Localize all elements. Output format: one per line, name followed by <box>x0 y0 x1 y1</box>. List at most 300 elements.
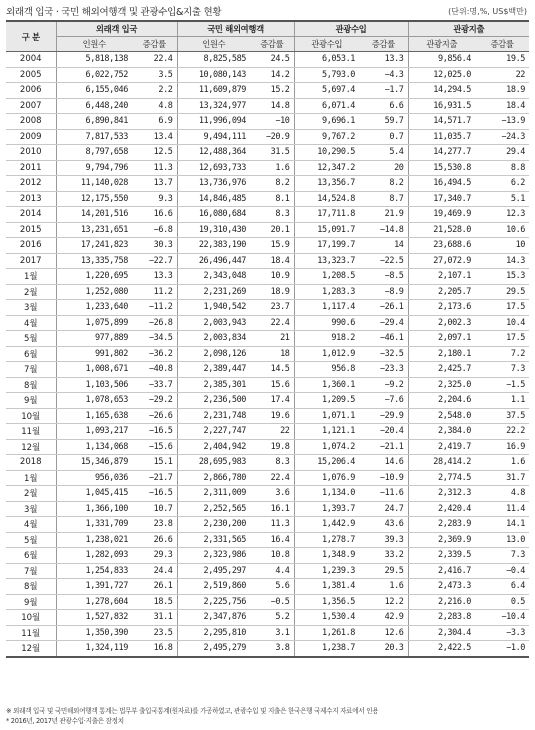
table-cell: 28,414.2 <box>408 455 475 471</box>
row-label: 2016 <box>6 238 56 254</box>
table-cell: 28,695,983 <box>177 455 250 471</box>
table-cell: 11,140,028 <box>56 176 132 192</box>
table-cell: 1,442.9 <box>294 517 359 533</box>
sub-header: 인원수 <box>177 37 250 52</box>
table-cell: 6,448,240 <box>56 98 132 114</box>
table-row <box>6 253 529 269</box>
table-cell: 18.9 <box>475 83 529 99</box>
table-cell: 2,002.3 <box>408 315 475 331</box>
table-row <box>6 114 529 130</box>
table-cell: 2.2 <box>132 83 177 99</box>
table-cell: 2,548.0 <box>408 408 475 424</box>
table-cell: −1.5 <box>475 377 529 393</box>
table-cell: 991,802 <box>56 346 132 362</box>
table-cell: −9.2 <box>359 377 408 393</box>
table-cell: 2,343,048 <box>177 269 250 285</box>
table-cell: 14,524.8 <box>294 191 359 207</box>
table-cell: 2,473.3 <box>408 579 475 595</box>
table-cell: 2,216.0 <box>408 594 475 610</box>
table-row <box>6 641 529 657</box>
table-cell: 21 <box>250 331 294 347</box>
row-label: 2010 <box>6 145 56 161</box>
table-cell: 1,093,217 <box>56 424 132 440</box>
table-cell: 20 <box>359 160 408 176</box>
table-cell: −26.8 <box>132 315 177 331</box>
table-cell: 16,080,684 <box>177 207 250 223</box>
table-cell: 2,311,009 <box>177 486 250 502</box>
table-row <box>6 346 529 362</box>
page-title: 외래객 입국 · 국민 해외여행객 및 관광수입&지출 현황 <box>6 7 222 18</box>
table-cell: 22,383,190 <box>177 238 250 254</box>
table-cell: 2,107.1 <box>408 269 475 285</box>
table-cell: 1,348.9 <box>294 548 359 564</box>
table-cell: 1,366,100 <box>56 501 132 517</box>
row-label: 2008 <box>6 114 56 130</box>
table-cell: 22 <box>475 67 529 83</box>
table-cell: 9,494,111 <box>177 129 250 145</box>
table-cell: 2,098,126 <box>177 346 250 362</box>
table-cell: 6,022,752 <box>56 67 132 83</box>
table-cell: 2,231,269 <box>177 284 250 300</box>
table-cell: 1,527,832 <box>56 610 132 626</box>
table-cell: 1,254,833 <box>56 563 132 579</box>
table-cell: 11,996,094 <box>177 114 250 130</box>
table-cell: 14,277.7 <box>408 145 475 161</box>
table-cell: 17,241,823 <box>56 238 132 254</box>
table-cell: 24.4 <box>132 563 177 579</box>
table-cell: 1,530.4 <box>294 610 359 626</box>
table-cell: −24.3 <box>475 129 529 145</box>
table-cell: 17,199.7 <box>294 238 359 254</box>
table-cell: 10,080,143 <box>177 67 250 83</box>
footnotes <box>6 707 378 726</box>
table-cell: 42.9 <box>359 610 408 626</box>
table-row <box>6 191 529 207</box>
table-cell: 11.2 <box>132 284 177 300</box>
table-cell: 18.5 <box>132 594 177 610</box>
table-cell: 19.8 <box>250 439 294 455</box>
table-cell: 11.3 <box>132 160 177 176</box>
table-cell: 5.4 <box>359 145 408 161</box>
table-cell: 22.4 <box>250 315 294 331</box>
table-cell: 13,323.7 <box>294 253 359 269</box>
table-cell: 12,693,733 <box>177 160 250 176</box>
table-cell: 19.5 <box>475 52 529 68</box>
table-cell: 24.5 <box>250 52 294 68</box>
row-label: 2015 <box>6 222 56 238</box>
table-cell: 14.8 <box>250 98 294 114</box>
row-label: 9월 <box>6 393 56 409</box>
table-row <box>6 129 529 145</box>
table-cell: −32.5 <box>359 346 408 362</box>
table-cell: 13.4 <box>132 129 177 145</box>
table-cell: −36.2 <box>132 346 177 362</box>
table-cell: 6,155,046 <box>56 83 132 99</box>
table-cell: 39.3 <box>359 532 408 548</box>
table-cell: −3.3 <box>475 625 529 641</box>
table-row <box>6 98 529 114</box>
table-cell: 23,688.6 <box>408 238 475 254</box>
table-cell: −0.4 <box>475 563 529 579</box>
table-cell: 5,697.4 <box>294 83 359 99</box>
table-row <box>6 563 529 579</box>
table-row <box>6 362 529 378</box>
table-row <box>6 548 529 564</box>
table-row <box>6 222 529 238</box>
table-cell: 1,134.0 <box>294 486 359 502</box>
table-cell: 11.4 <box>475 501 529 517</box>
table-row <box>6 393 529 409</box>
table-cell: 1,074.2 <box>294 439 359 455</box>
table-cell: 5,818,138 <box>56 52 132 68</box>
table-row <box>6 377 529 393</box>
table-cell: 1,238.7 <box>294 641 359 657</box>
table-cell: 1.6 <box>250 160 294 176</box>
table-row <box>6 331 529 347</box>
table-row <box>6 594 529 610</box>
table-cell: 5.2 <box>250 610 294 626</box>
table-cell: 1,076.9 <box>294 470 359 486</box>
table-cell: 15,206.4 <box>294 455 359 471</box>
table-cell: 2,369.9 <box>408 532 475 548</box>
table-row <box>6 532 529 548</box>
table-cell: 29.5 <box>475 284 529 300</box>
table-cell: 1,134,068 <box>56 439 132 455</box>
table-cell: 14,846,485 <box>177 191 250 207</box>
table-cell: −7.6 <box>359 393 408 409</box>
table-cell: 3.5 <box>132 67 177 83</box>
row-label: 11월 <box>6 625 56 641</box>
group-header-inbound: 외래객 입국 <box>56 21 177 37</box>
table-cell: −11.2 <box>132 300 177 316</box>
table-cell: 2,519,860 <box>177 579 250 595</box>
table-row <box>6 486 529 502</box>
table-cell: 7.3 <box>475 362 529 378</box>
table-cell: 6.4 <box>475 579 529 595</box>
table-cell: 16.6 <box>132 207 177 223</box>
table-cell: 2,230,200 <box>177 517 250 533</box>
table-cell: −22.7 <box>132 253 177 269</box>
row-label: 1월 <box>6 470 56 486</box>
row-label: 2018 <box>6 455 56 471</box>
table-cell: 16,494.5 <box>408 176 475 192</box>
table-cell: 1,071.1 <box>294 408 359 424</box>
table-cell: 19,469.9 <box>408 207 475 223</box>
table-cell: 18.4 <box>475 98 529 114</box>
table-cell: 22 <box>250 424 294 440</box>
table-cell: −10 <box>250 114 294 130</box>
table-cell: 8.3 <box>250 455 294 471</box>
table-cell: −11.6 <box>359 486 408 502</box>
table-cell: 7,817,533 <box>56 129 132 145</box>
row-label: 2012 <box>6 176 56 192</box>
table-cell: 2,331,565 <box>177 532 250 548</box>
table-row <box>6 238 529 254</box>
table-cell: 2,283.9 <box>408 517 475 533</box>
table-cell: 12.6 <box>359 625 408 641</box>
table-cell: 9.3 <box>132 191 177 207</box>
table-row <box>6 284 529 300</box>
table-cell: 12.5 <box>132 145 177 161</box>
row-label: 10월 <box>6 610 56 626</box>
table-cell: 22.4 <box>132 52 177 68</box>
table-cell: 31.1 <box>132 610 177 626</box>
table-cell: 21.9 <box>359 207 408 223</box>
table-cell: 6.9 <box>132 114 177 130</box>
table-cell: 9,696.1 <box>294 114 359 130</box>
footnote: ※ 외래객 입국 및 국민해외여행객 통계는 법무부 출입국통계(원자료)를 가공하였고, 관광수입 및 지출은 한국은행 국제수지 자료에서 인용 <box>6 707 379 715</box>
table-cell: 1,356.5 <box>294 594 359 610</box>
table-cell: 15.2 <box>250 83 294 99</box>
table-cell: 10.6 <box>475 222 529 238</box>
table-cell: 6.6 <box>359 98 408 114</box>
footnote: * 2016년, 2017년 관광수입·지출은 잠정치 <box>6 716 124 725</box>
table-cell: 1,012.9 <box>294 346 359 362</box>
table-cell: 22.4 <box>250 470 294 486</box>
unit-label: (단위:명,%, US$백만) <box>448 7 527 16</box>
sub-header: 증감률 <box>359 37 408 52</box>
table-cell: 1,278,604 <box>56 594 132 610</box>
table-cell: 2,866,780 <box>177 470 250 486</box>
table-cell: 977,889 <box>56 331 132 347</box>
table-row <box>6 300 529 316</box>
table-cell: 1,940,542 <box>177 300 250 316</box>
table-cell: 4.8 <box>475 486 529 502</box>
table-cell: 12.2 <box>359 594 408 610</box>
table-cell: 15.3 <box>475 269 529 285</box>
table-row <box>6 67 529 83</box>
row-label: 8월 <box>6 579 56 595</box>
table-cell: 15.9 <box>250 238 294 254</box>
table-cell: 0.5 <box>475 594 529 610</box>
sub-header: 관광지출 <box>408 37 475 52</box>
table-cell: 11,035.7 <box>408 129 475 145</box>
table-cell: 2,419.7 <box>408 439 475 455</box>
table-cell: −23.3 <box>359 362 408 378</box>
table-cell: −1.0 <box>475 641 529 657</box>
table-cell: −29.4 <box>359 315 408 331</box>
table-cell: 16.4 <box>250 532 294 548</box>
row-label-header: 구 분 <box>6 21 56 52</box>
row-label: 2005 <box>6 67 56 83</box>
table-cell: 918.2 <box>294 331 359 347</box>
sub-header: 증감률 <box>250 37 294 52</box>
table-cell: 2,173.6 <box>408 300 475 316</box>
table-cell: 14,294.5 <box>408 83 475 99</box>
table-cell: 5.1 <box>475 191 529 207</box>
table-row <box>6 579 529 595</box>
table-cell: 17.5 <box>475 331 529 347</box>
table-cell: 20.3 <box>359 641 408 657</box>
table-cell: 10.4 <box>475 315 529 331</box>
row-label: 12월 <box>6 641 56 657</box>
table-cell: 10 <box>475 238 529 254</box>
table-cell: 2,339.5 <box>408 548 475 564</box>
table-cell: 2,420.4 <box>408 501 475 517</box>
table-cell: 2,227,747 <box>177 424 250 440</box>
table-cell: 1,220,695 <box>56 269 132 285</box>
table-cell: 2,283.8 <box>408 610 475 626</box>
table-cell: 1.6 <box>359 579 408 595</box>
table-cell: −29.9 <box>359 408 408 424</box>
table-cell: 1,208.5 <box>294 269 359 285</box>
table-cell: 14.1 <box>475 517 529 533</box>
table-cell: 26,496,447 <box>177 253 250 269</box>
table-cell: 8.2 <box>359 176 408 192</box>
table-cell: 1,391,727 <box>56 579 132 595</box>
table-cell: 1,239.3 <box>294 563 359 579</box>
table-cell: 956,036 <box>56 470 132 486</box>
table-cell: 18 <box>250 346 294 362</box>
sub-header: 인원수 <box>56 37 132 52</box>
table-cell: 17,711.8 <box>294 207 359 223</box>
table-cell: 16.8 <box>132 641 177 657</box>
table-cell: 12,025.0 <box>408 67 475 83</box>
table-cell: 29.4 <box>475 145 529 161</box>
row-label: 3월 <box>6 501 56 517</box>
row-label: 2011 <box>6 160 56 176</box>
table-cell: 23.8 <box>132 517 177 533</box>
table-row <box>6 160 529 176</box>
table-cell: 2,774.5 <box>408 470 475 486</box>
tourism-stats-table <box>6 20 529 658</box>
table-cell: 1,261.8 <box>294 625 359 641</box>
table-cell: 8.7 <box>359 191 408 207</box>
table-cell: −10.9 <box>359 470 408 486</box>
table-cell: 8.2 <box>250 176 294 192</box>
table-cell: 18.4 <box>250 253 294 269</box>
table-cell: 2,205.7 <box>408 284 475 300</box>
table-cell: 956.8 <box>294 362 359 378</box>
table-cell: 2,404,942 <box>177 439 250 455</box>
row-label: 11월 <box>6 424 56 440</box>
table-cell: 1,252,080 <box>56 284 132 300</box>
table-cell: 1,045,415 <box>56 486 132 502</box>
table-cell: 19,310,430 <box>177 222 250 238</box>
table-cell: −13.9 <box>475 114 529 130</box>
table-row <box>6 610 529 626</box>
row-label: 6월 <box>6 346 56 362</box>
table-cell: 21,528.0 <box>408 222 475 238</box>
table-cell: −6.8 <box>132 222 177 238</box>
table-cell: 2,425.7 <box>408 362 475 378</box>
table-cell: 12,175,550 <box>56 191 132 207</box>
table-cell: 16.9 <box>475 439 529 455</box>
table-cell: 7.3 <box>475 548 529 564</box>
table-cell: 43.6 <box>359 517 408 533</box>
table-cell: 2,304.4 <box>408 625 475 641</box>
table-cell: 11,609,879 <box>177 83 250 99</box>
table-cell: −29.2 <box>132 393 177 409</box>
row-label: 2014 <box>6 207 56 223</box>
table-cell: −21.7 <box>132 470 177 486</box>
table-cell: 2,236,500 <box>177 393 250 409</box>
table-cell: 1,103,506 <box>56 377 132 393</box>
table-cell: 2,097.1 <box>408 331 475 347</box>
table-row <box>6 439 529 455</box>
table-cell: 10.7 <box>132 501 177 517</box>
table-cell: 3.8 <box>250 641 294 657</box>
table-cell: 1.1 <box>475 393 529 409</box>
table-row <box>6 83 529 99</box>
table-cell: 2,495,297 <box>177 563 250 579</box>
table-cell: 13.0 <box>475 532 529 548</box>
table-cell: 12,488,364 <box>177 145 250 161</box>
table-cell: 2,347,876 <box>177 610 250 626</box>
table-cell: 13.3 <box>132 269 177 285</box>
table-cell: 10,290.5 <box>294 145 359 161</box>
table-cell: 10.9 <box>250 269 294 285</box>
table-cell: −34.5 <box>132 331 177 347</box>
row-label: 4월 <box>6 315 56 331</box>
table-cell: 9,856.4 <box>408 52 475 68</box>
table-cell: 2,389,447 <box>177 362 250 378</box>
table-cell: 9,767.2 <box>294 129 359 145</box>
table-row <box>6 501 529 517</box>
table-cell: 6,890,841 <box>56 114 132 130</box>
row-label: 5월 <box>6 532 56 548</box>
table-cell: 23.5 <box>132 625 177 641</box>
row-label: 10월 <box>6 408 56 424</box>
table-cell: −22.5 <box>359 253 408 269</box>
table-cell: −8.5 <box>359 269 408 285</box>
table-cell: 6.2 <box>475 176 529 192</box>
table-cell: 1,282,093 <box>56 548 132 564</box>
table-cell: 0.7 <box>359 129 408 145</box>
table-cell: 16,931.5 <box>408 98 475 114</box>
table-cell: 5,793.0 <box>294 67 359 83</box>
table-cell: 1,331,709 <box>56 517 132 533</box>
table-cell: 2,312.3 <box>408 486 475 502</box>
table-cell: 14,571.7 <box>408 114 475 130</box>
table-cell: 13,231,651 <box>56 222 132 238</box>
row-label: 7월 <box>6 563 56 579</box>
table-cell: 24.7 <box>359 501 408 517</box>
table-cell: 1.6 <box>475 455 529 471</box>
table-cell: 13,356.7 <box>294 176 359 192</box>
table-cell: −8.9 <box>359 284 408 300</box>
table-row <box>6 176 529 192</box>
table-cell: 3.6 <box>250 486 294 502</box>
table-cell: 2,416.7 <box>408 563 475 579</box>
row-label: 3월 <box>6 300 56 316</box>
table-cell: 6,071.4 <box>294 98 359 114</box>
table-cell: −16.5 <box>132 424 177 440</box>
table-cell: 8,825,585 <box>177 52 250 68</box>
table-cell: 23.7 <box>250 300 294 316</box>
table-cell: 18.9 <box>250 284 294 300</box>
table-row <box>6 269 529 285</box>
table-cell: 2,003,834 <box>177 331 250 347</box>
row-label: 2007 <box>6 98 56 114</box>
table-cell: 8.8 <box>475 160 529 176</box>
table-cell: 1,283.3 <box>294 284 359 300</box>
table-cell: 2,295,810 <box>177 625 250 641</box>
row-label: 9월 <box>6 594 56 610</box>
table-cell: 31.7 <box>475 470 529 486</box>
table-cell: 7.2 <box>475 346 529 362</box>
table-cell: 30.3 <box>132 238 177 254</box>
table-row <box>6 424 529 440</box>
table-cell: −14.8 <box>359 222 408 238</box>
table-cell: 8.1 <box>250 191 294 207</box>
table-cell: 2,231,748 <box>177 408 250 424</box>
table-cell: 15,091.7 <box>294 222 359 238</box>
table-row <box>6 625 529 641</box>
table-row <box>6 52 529 68</box>
table-cell: 15.1 <box>132 455 177 471</box>
table-cell: 5.6 <box>250 579 294 595</box>
